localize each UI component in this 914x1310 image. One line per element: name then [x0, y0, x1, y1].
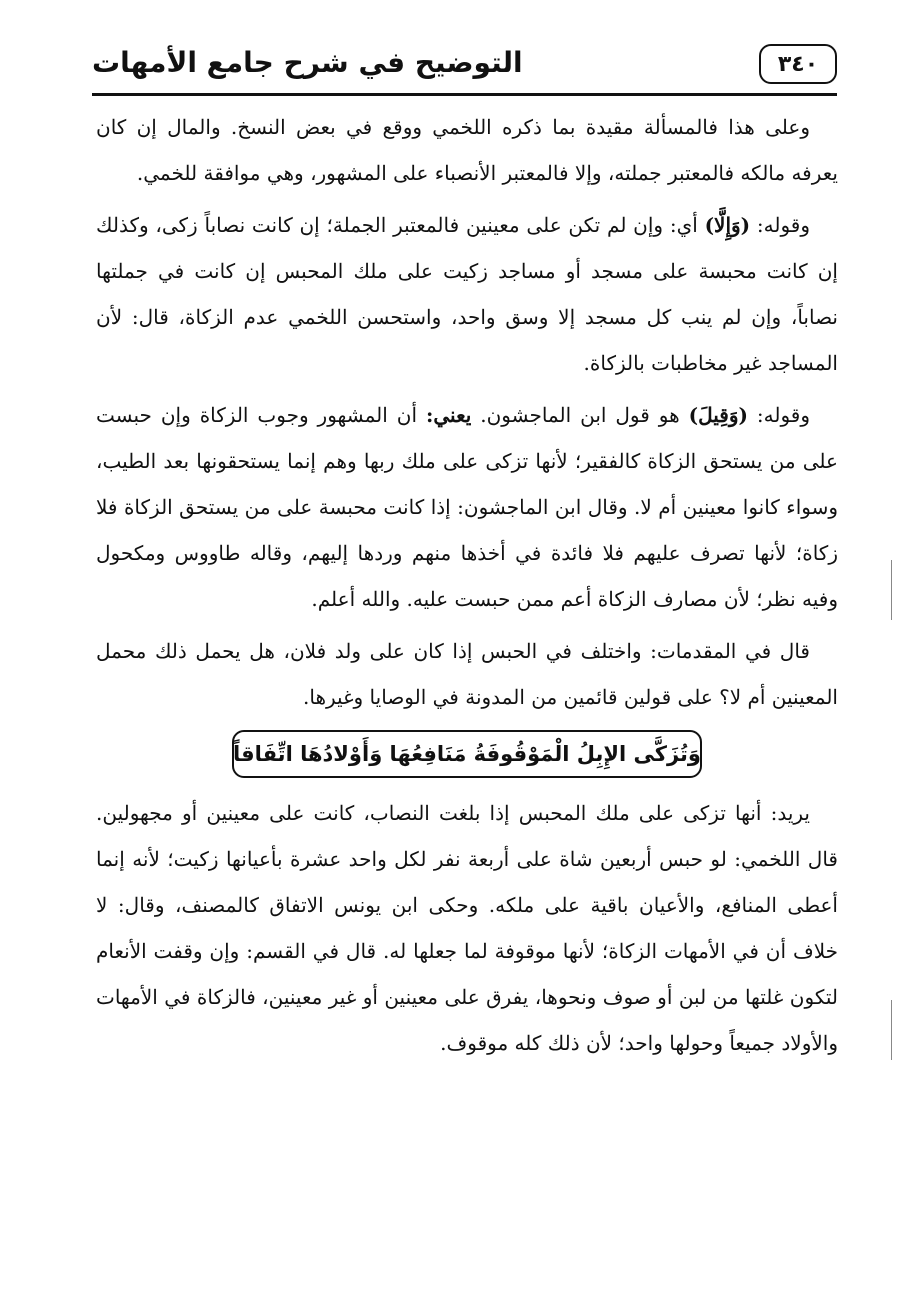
- paragraph-1: [96, 104, 838, 196]
- margin-scan-line: [891, 1000, 892, 1060]
- paragraph-3: [96, 392, 838, 622]
- paragraph-text: يريد: أنها تزكى على ملك المحبس إذا بلغت النصاب، كانت على معينين أو مجهولين. قال اللخمي: لو حبس أربعين شاة على أربعة نفر لكل واحد عشرة بأعيانها زكيت؛ لأنه إنما أعطى المنافع، والأعيان باقية على ملكه. وحكى ابن يونس الاتفاق كالمصنف، وقال: لا خلاف أن في الأمهات الزكاة؛ لأنها موقوفة لما جعلها له. قال في القسم: وإن وقفت الأنعام لتكون غلتها من لبن أو صوف ونحوها، يفرق على معينين أو غير معينين، فالزكاة في الأمهات والأولاد جميعاً وحولها واحد؛ لأن ذلك كله موقوف.: [96, 801, 838, 1055]
- paragraph-2: [96, 202, 838, 386]
- emphasis-keyword: يعني:: [425, 403, 472, 427]
- quoted-keyword: (وَإِلَّا): [704, 213, 751, 237]
- paragraph-text: هو قول ابن الماجشون.: [471, 403, 689, 427]
- paragraph-text: أن المشهور وجوب الزكاة وإن حبست على من يستحق الزكاة كالفقير؛ لأنها تزكى على ملك ربها وهم إنما يستحقونها بعد الطيب، وسواء كانوا معينين أم لا. وقال ابن الماجشون: إذا كانت محبسة على من يستحق الزكاة فلا زكاة؛ لأنها تصرف عليهم فلا فائدة في أخذها منهم وردها إليهم، وقاله طاووس ومكحول وفيه نظر؛ لأن مصارف الزكاة أعم ممن حبست عليه. والله أعلم.: [96, 403, 838, 611]
- running-title: التوضيح في شرح جامع الأمهات: [92, 46, 523, 79]
- paragraph-5: [96, 790, 838, 1066]
- page-body: [96, 104, 838, 1072]
- paragraph-text: قال في المقدمات: واختلف في الحبس إذا كان على ولد فلان، هل يحمل ذلك محمل المعينين أم لا؟ على قولين قائمين من المدونة في الوصايا وغيرها.: [96, 639, 838, 709]
- paragraph-prefix: وقوله:: [747, 403, 810, 427]
- paragraph-text: وعلى هذا فالمسألة مقيدة بما ذكره اللخمي ووقع في بعض النسخ. والمال إن كان يعرفه مالكه فالمعتبر جملته، وإلا فالمعتبر الأنصباء على المشهور، وهي موافقة للخمي.: [96, 115, 838, 185]
- paragraph-prefix: وقوله:: [750, 213, 811, 237]
- paragraph-text: أي: وإن لم تكن على معينين فالمعتبر الجملة؛ إن كانت نصاباً زكى، وكذلك إن كانت محبسة على مسجد أو مساجد زكيت على ملك المحبس إن كانت في جملتها نصاباً، وإن لم ينب كل مسجد إلا وسق واحد، واستحسن اللخمي عدم الزكاة، قال: لأن المساجد غير مخاطبات بالزكاة.: [96, 213, 838, 375]
- header-divider: [92, 93, 837, 96]
- matn-text-box: وَتُزَكَّى الإِبِلُ الْمَوْقُوفَةُ مَنَافِعُهَا وَأَوْلادُهَا اتِّفَاقاً: [232, 730, 702, 778]
- page-number: ٣٤٠: [759, 44, 837, 84]
- margin-scan-line: [891, 560, 892, 620]
- quoted-keyword: (وَقِيلَ): [688, 403, 748, 427]
- paragraph-4: [96, 628, 838, 720]
- page-header: [92, 38, 837, 94]
